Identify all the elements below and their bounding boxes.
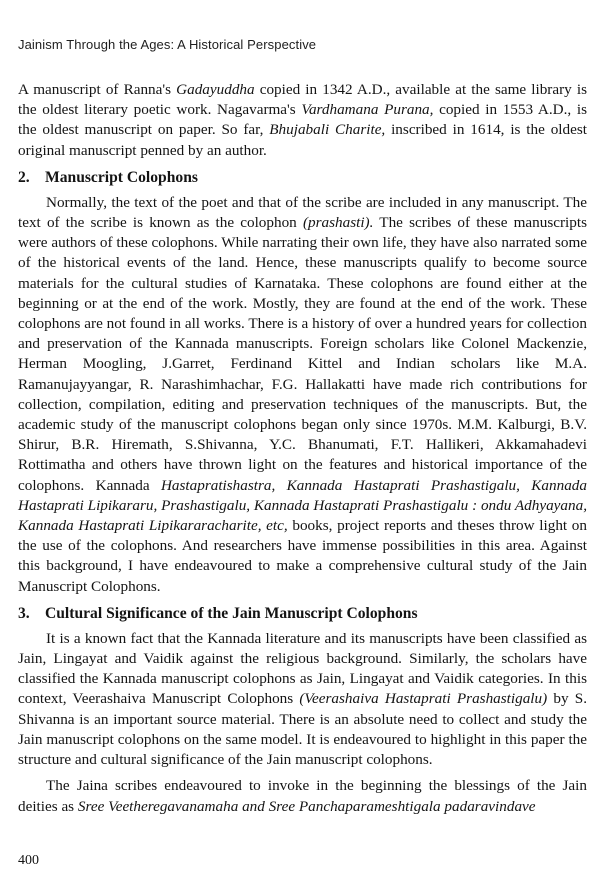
section-3-title: Cultural Significance of the Jain Manuscript Colophons: [45, 604, 418, 622]
s2-book-titles: Hastapratishastra, Kannada Hastaprati Prashastigalu, Kannada Hastaprati Lipikararu, Prashastigalu, Kannada Hastaprati Prashastigalu : ondu Adhyayana, Kannada Hastaprati Lipikararacharite, etc,: [18, 476, 587, 535]
intro-text-2: copied in 1342 A.D., available at the same library is the oldest literary poetic work. Nagavarma's: [18, 81, 587, 119]
page-number: 400: [18, 853, 39, 868]
work-title-gadayuddha: Gadayuddha: [176, 81, 255, 98]
work-title-vardhamana-purana: Vardhamana Purana,: [301, 101, 434, 119]
section-2-title: Manuscript Colophons: [45, 168, 198, 186]
s3-p2-text-a: The Jaina scribes endeavoured to invoke in the beginning the blessings of the Jain deities as: [18, 777, 587, 815]
intro-text-1: A manuscript of Ranna's: [18, 81, 177, 98]
section-3-paragraph-1: [18, 629, 587, 770]
section-3-heading: [18, 604, 587, 624]
work-title-bhujabali-charite: Bhujabali Charite,: [269, 121, 386, 139]
s2-text-b: The scribes of these manuscripts were authors of these colophons. While narrating their own life, they have also narrated some of the historical events of the land. Hence, these manuscripts qualify to become source materials for the cultural studies of Karnataka. These colophons are found either at the beginning or at the end of the work. Mostly, they are found at the end of the work. These colophons are not found in all works. There is a history of over a hundred years for collection and preservation of the Kannada manuscripts. Foreign scholars like Colonel Mackenzie, Herman Moogling, J.Garret, Ferdinand Kittel and Indian scholars like M.A. Ramanujayyangar, R. Narashimhachar, F.G. Hallakatti have made rich contributions for collection, compilation, editing and preservation techniques of the manuscripts. But, the academic study of the manuscript colophons began only since 1970s. M.M. Kalburgi, B.V. Shirur, B.R. Hiremath, S.Shivanna, Y.C. Bhanumati, F.T. Hallikeri, Akkamahadevi Rottimatha and others have thrown light on the features and historical importance of the colophons. Kannada: [18, 214, 587, 494]
section-3-number: 3.: [18, 604, 30, 622]
s3-text-b: by S. Shivanna is an important source material. There is an absolute need to collect and study the Jain manuscript colophons on the same model. It is endeavoured to highlight in this paper the structure and cultural significance of the Jain manuscript colophons.: [18, 690, 587, 769]
s3-p2-invocation: Sree Veetheregavanamaha and Sree Panchaparameshtigala padaravindave: [77, 797, 536, 815]
section-2-heading: [18, 168, 587, 188]
page-body: [18, 80, 587, 817]
section-3-paragraph-2: [18, 776, 587, 816]
s2-text-c: books, project reports and theses throw light on the use of the colophons. And researchers have immense possibilities in this area. Against this background, I have endeavoured to make a comprehensive cultural study of the Jain Manuscript Colophons.: [18, 517, 587, 595]
intro-text-4: inscribed in 1614, is the oldest original manuscript penned by an author.: [18, 121, 587, 159]
s3-text-a: It is a known fact that the Kannada literature and its manuscripts have been classified as Jain, Lingayat and Vaidik against the religious background. Similarly, the scholars have classified the Kannada manuscript colophons as Jain, Lingayat and Vaidik categories. In this context, Veerashaiva Manuscript Colophons: [18, 629, 587, 708]
section-2-number: 2.: [18, 168, 30, 186]
section-2-paragraph: [18, 193, 587, 597]
s3-source-title: (Veerashaiva Hastaprati Prashastigalu): [299, 690, 548, 708]
intro-paragraph: [18, 80, 587, 161]
s2-term-prashasti: (prashasti).: [302, 214, 374, 232]
s2-text-a: Normally, the text of the poet and that of the scribe are included in any manuscript. The text of the scribe is known as the colophon: [18, 193, 587, 232]
intro-text-3: copied in 1553 A.D., is the oldest manuscript on paper. So far,: [18, 101, 587, 139]
running-header: Jainism Through the Ages: A Historical Perspective: [18, 37, 317, 52]
